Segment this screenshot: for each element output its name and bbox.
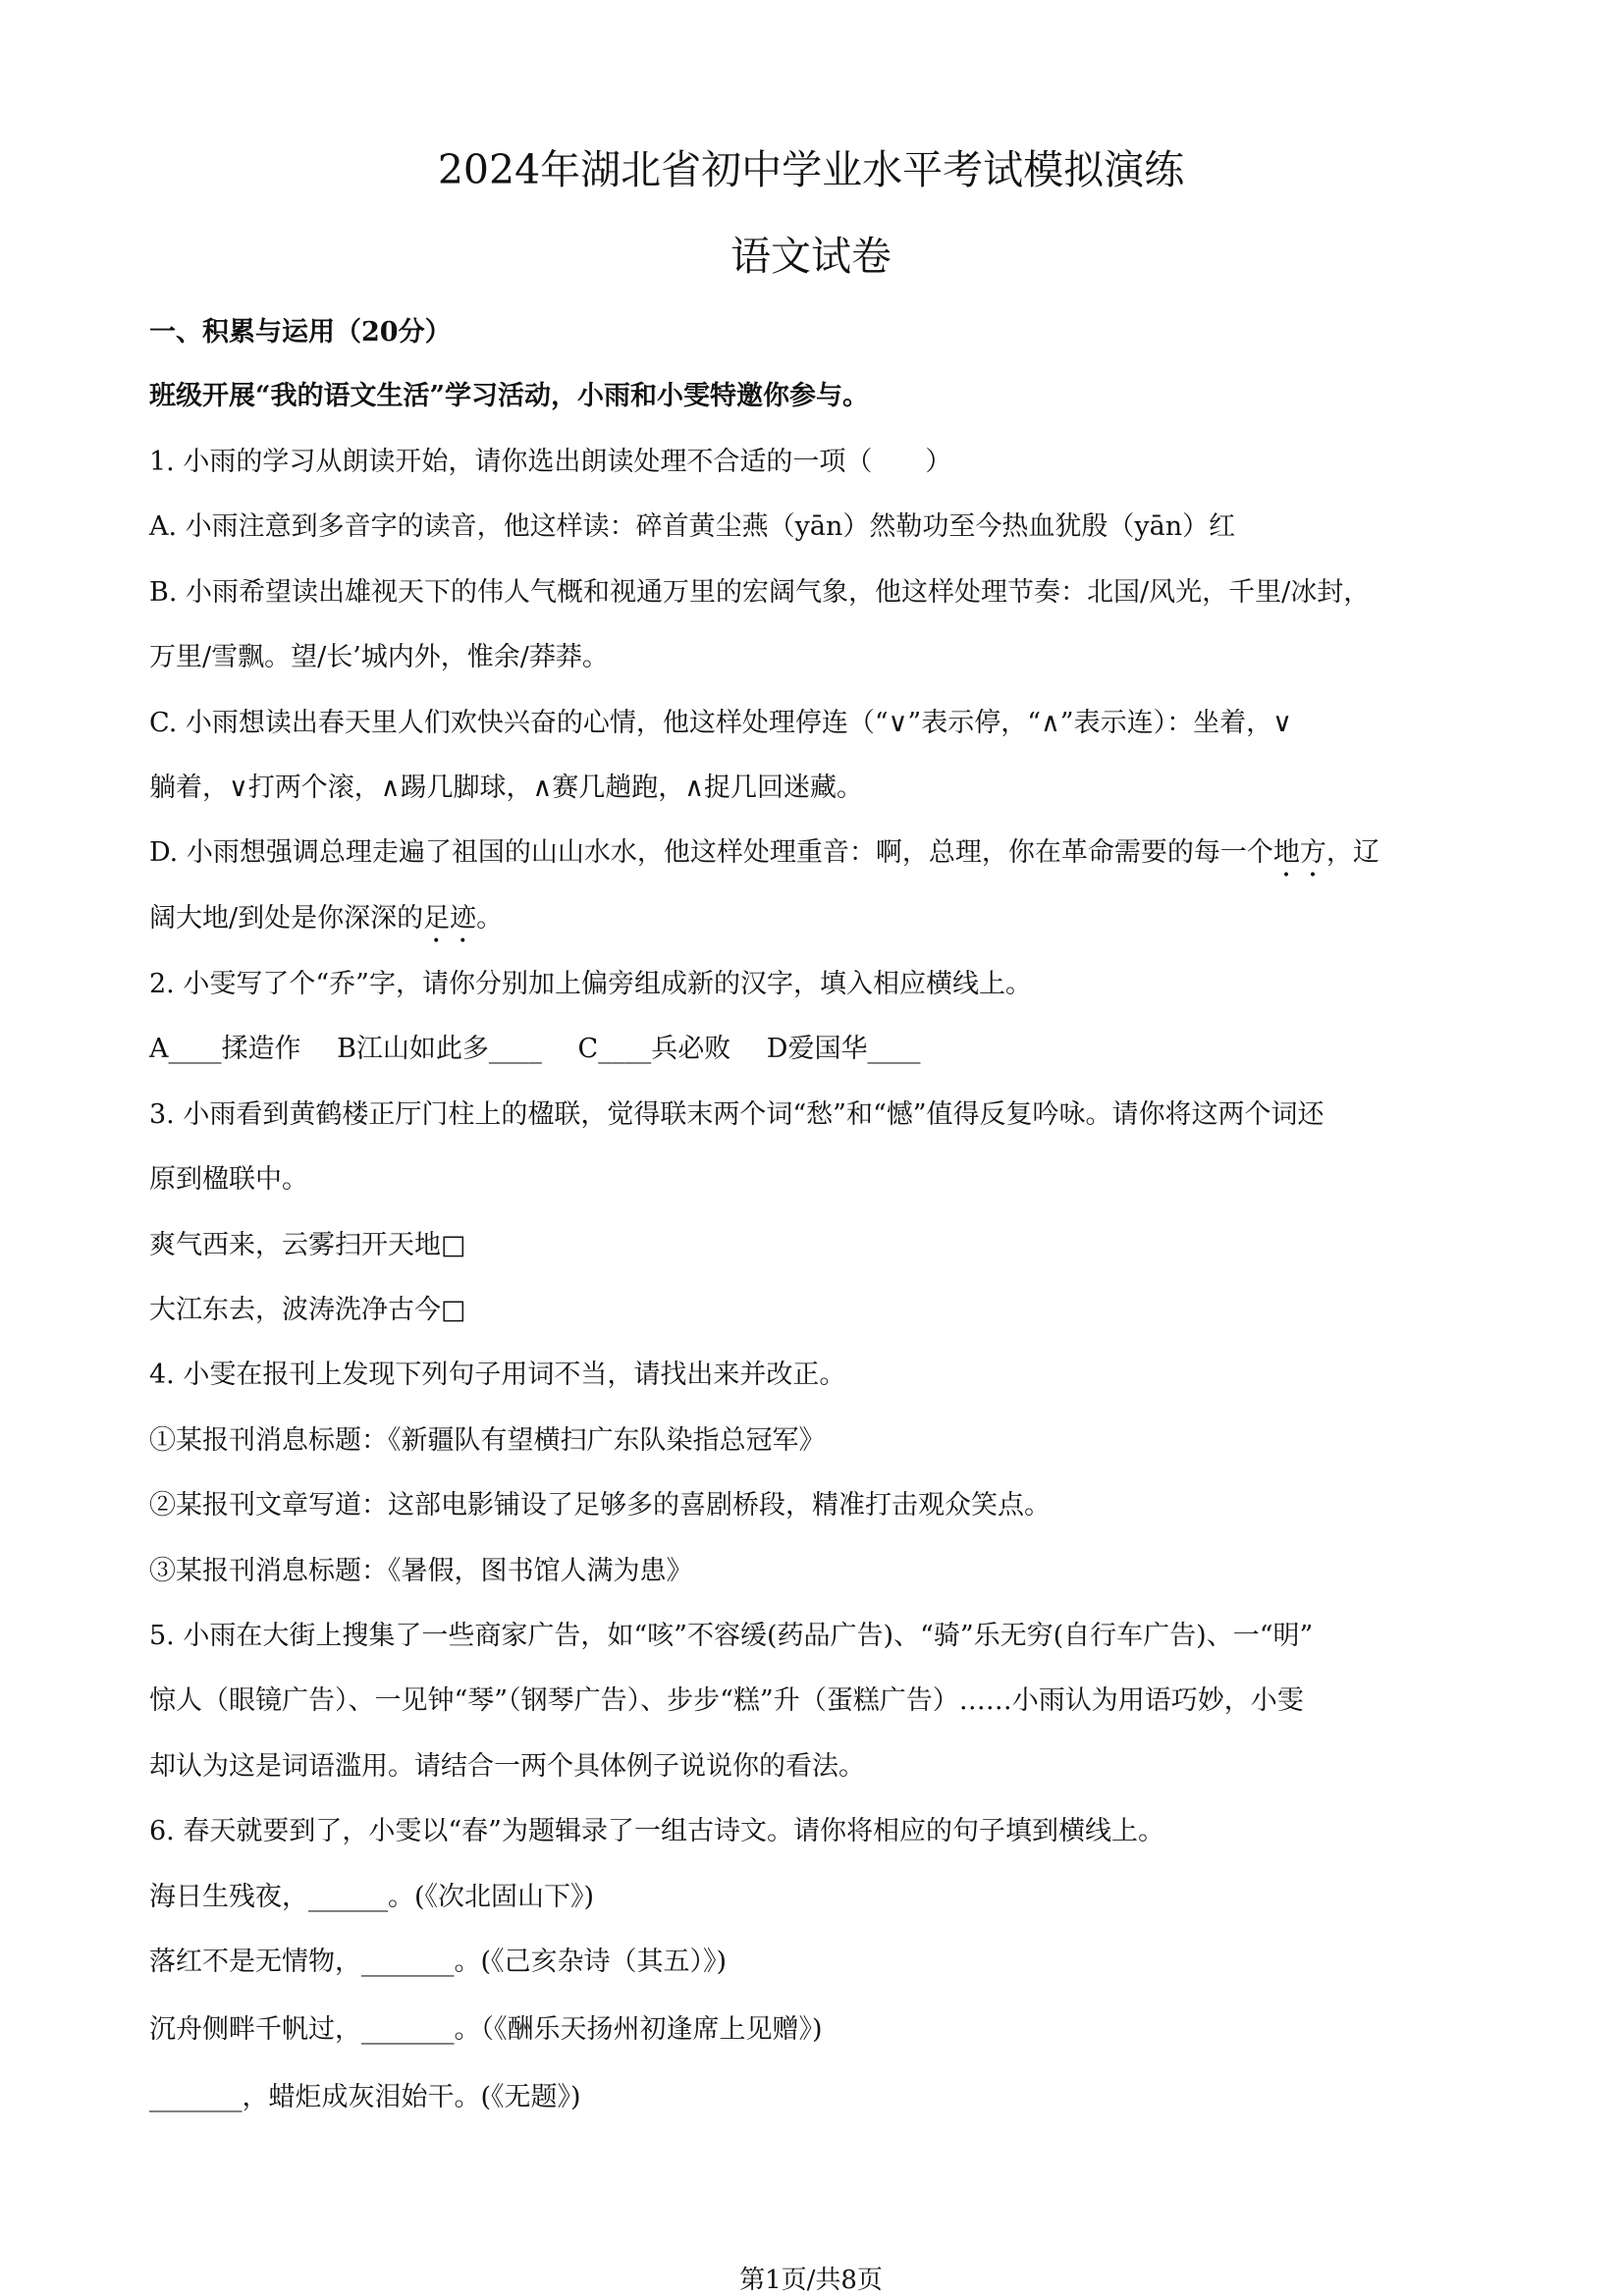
q3-couplet-1: 爽气西来，云雾扫开天地□ bbox=[149, 1230, 466, 1260]
q1-option-d-line1 bbox=[149, 830, 1379, 883]
q1-option-d-line2 bbox=[149, 896, 503, 949]
q1-option-b-line2: 万里/雪飘。望/长’城内外，惟余/莽莽。 bbox=[149, 642, 609, 672]
q2-stem: 2. 小雯写了个“乔”字，请你分别加上偏旁组成新的汉字，填入相应横线上。 bbox=[149, 969, 1032, 999]
exam-title: 2024年湖北省初中学业水平考试模拟演练 bbox=[437, 146, 1185, 193]
exam-subtitle: 语文试卷 bbox=[730, 233, 892, 280]
q1-option-d-text-2-end: 。 bbox=[476, 903, 504, 934]
q6-line-2: 落红不是无情物，_______。(《己亥杂诗（其五）》) bbox=[149, 1947, 728, 1977]
q2-item-d: D爱国华____ bbox=[766, 1034, 921, 1064]
q1-stem: 1. 小雨的学习从朗读开始，请你选出朗读处理不合适的一项（ ） bbox=[149, 447, 952, 477]
q6-stem: 6. 春天就要到了，小雯以“春”为题辑录了一组古诗文。请你将相应的句子填到横线上。 bbox=[149, 1816, 1164, 1846]
q6-line-1: 海日生残夜，______。(《次北固山下》) bbox=[149, 1882, 595, 1912]
q5-line1: 5. 小雨在大街上搜集了一些商家广告，如“咳”不容缓(药品广告)、“骑”乐无穷(自行车广告)、一“明” bbox=[149, 1621, 1314, 1651]
q1-option-a: A. 小雨注意到多音字的读音，他这样读：碎首黄尘燕（yān）然勒功至今热血犹殷（yān）红 bbox=[149, 511, 1236, 542]
q2-item-a: A____揉造作 bbox=[149, 1034, 301, 1064]
q1-option-d-text-end: ，辽 bbox=[1325, 837, 1379, 868]
q1-option-c-line1: C. 小雨想读出春天里人们欢快兴奋的心情，他这样处理停连（“∨”表示停，“∧”表示连）：坐着，∨ bbox=[149, 708, 1292, 738]
q6-line-3: 沉舟侧畔千帆过，_______。（《酬乐天扬州初逢席上见赠》) bbox=[149, 2014, 823, 2045]
q5-line3: 却认为这是词语滥用。请结合一两个具体例子说说你的看法。 bbox=[149, 1751, 865, 1782]
q2-items bbox=[149, 1027, 920, 1065]
section-intro: 班级开展“我的语文生活”学习活动，小雨和小雯特邀你参与。 bbox=[149, 381, 870, 411]
q1-option-c-line2: 躺着，∨打两个滚，∧踢几脚球，∧赛几趟跑，∧捉几回迷藏。 bbox=[149, 773, 864, 803]
q6-line-4: _______，蜡炬成灰泪始干。(《无题》) bbox=[149, 2082, 581, 2112]
page-number: 第1页/共8页 bbox=[739, 2266, 883, 2295]
q3-stem-line2: 原到楹联中。 bbox=[149, 1164, 308, 1195]
q1-option-d-emphasis-1: 地方 bbox=[1272, 837, 1326, 868]
q1-option-d-text-2: 阔大地/到处是你深深的 bbox=[149, 903, 424, 934]
q1-option-b-line1: B. 小雨希望读出雄视天下的伟人气概和视通万里的宏阔气象，他这样处理节奏：北国/风光，千里/冰封， bbox=[149, 577, 1371, 608]
q1-option-d-text: D. 小雨想强调总理走遍了祖国的山山水水，他这样处理重音：啊，总理，你在革命需要的每一个 bbox=[149, 837, 1273, 868]
q4-item-2: ②某报刊文章写道：这部电影铺设了足够多的喜剧桥段，精准打击观众笑点。 bbox=[149, 1490, 1051, 1521]
q2-item-c: C____兵必败 bbox=[577, 1034, 731, 1064]
q1-option-d-emphasis-2: 足迹 bbox=[423, 903, 477, 934]
q4-item-3: ③某报刊消息标题：《暑假，图书馆人满为患》 bbox=[149, 1556, 693, 1586]
q5-line2: 惊人（眼镜广告）、一见钟“琴”（钢琴广告）、步步“糕”升（蛋糕广告）……小雨认为用语巧妙，小雯 bbox=[149, 1685, 1304, 1716]
q4-stem: 4. 小雯在报刊上发现下列句子用词不当，请找出来并改正。 bbox=[149, 1360, 846, 1390]
q3-couplet-2: 大江东去，波涛洗净古今□ bbox=[149, 1295, 466, 1325]
section-heading: 一、积累与运用（20分） bbox=[149, 317, 452, 347]
q2-item-b: B江山如此多____ bbox=[337, 1034, 542, 1064]
q3-stem-line1: 3. 小雨看到黄鹤楼正厅门柱上的楹联，觉得联末两个词“愁”和“憾”值得反复吟咏。请你将这两个词还 bbox=[149, 1099, 1325, 1130]
q4-item-1: ①某报刊消息标题：《新疆队有望横扫广东队染指总冠军》 bbox=[149, 1425, 826, 1456]
